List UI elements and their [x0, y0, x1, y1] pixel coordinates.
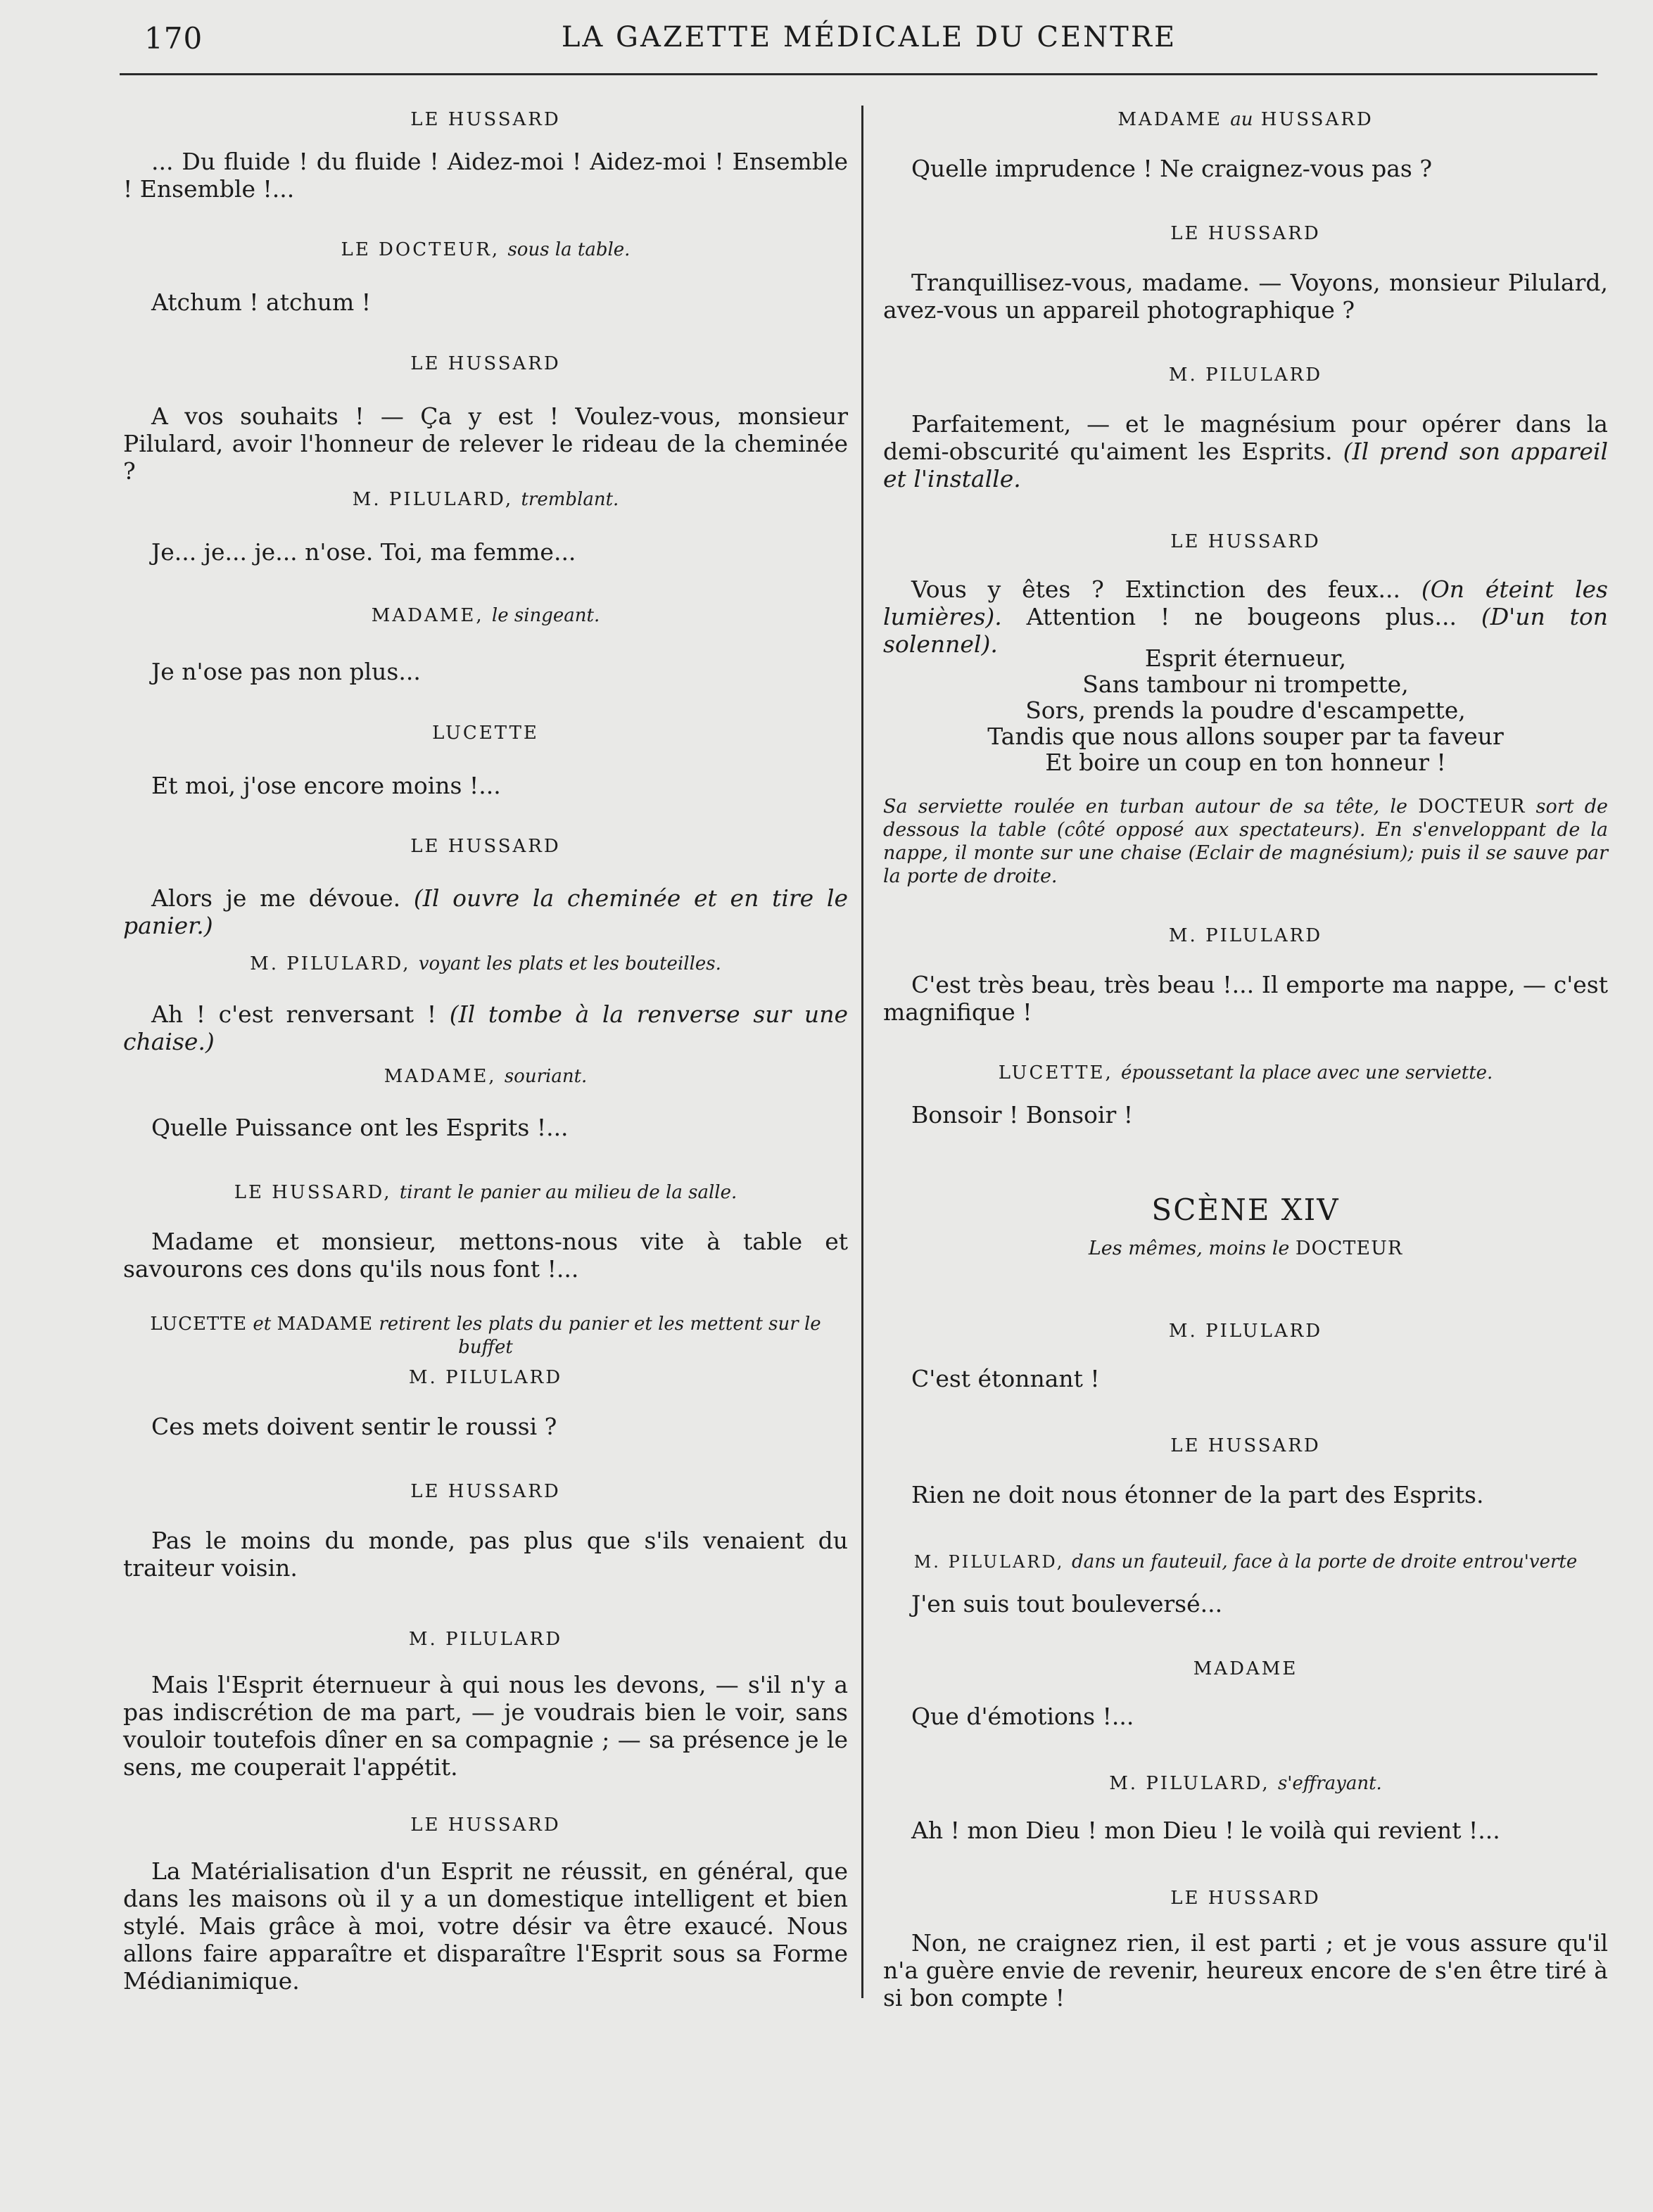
- dialogue-line: Rien ne doit nous étonner de la part des Esprits.: [911, 1481, 1484, 1508]
- incantation-verse: [883, 645, 1608, 775]
- running-title: LA GAZETTE MÉDICALE DU CENTRE: [561, 21, 1177, 53]
- speaker-heading: M. PILULARD, voyant les plats et les bouteilles.: [250, 953, 721, 974]
- stage-direction: Sa serviette roulée en turban autour de sa tête, le DOCTEUR sort de dessous la table (côté opposé aux spectateurs). En s'enveloppant de la nappe, il monte sur une chaise (Eclair de magnésium); puis il se sauve par la porte de droite.: [883, 796, 1609, 887]
- speaker-heading: LE HUSSARD: [1170, 1888, 1321, 1909]
- header-rule: [120, 73, 1597, 75]
- dialogue-line: Non, ne craignez rien, il est parti ; et je vous assure qu'il n'a guère envie de revenir, heureux encore de s'en être tiré à si bon compte !: [883, 1929, 1608, 2011]
- dialogue-line: C'est très beau, très beau !... Il emporte ma nappe, — c'est magnifique !: [883, 971, 1608, 1026]
- dialogue-line: Tranquillisez-vous, madame. — Voyons, monsieur Pilulard, avez-vous un appareil photographique ?: [883, 269, 1608, 324]
- scene-title: SCÈNE XIV: [1151, 1193, 1340, 1227]
- speaker-heading: M. PILULARD: [1168, 1321, 1323, 1342]
- dialogue-line: Que d'émotions !...: [911, 1703, 1134, 1730]
- speaker-heading: LE HUSSARD: [410, 1481, 561, 1502]
- speaker-heading: M. PILULARD: [1168, 364, 1323, 386]
- dialogue-line: Et moi, j'ose encore moins !...: [151, 772, 501, 799]
- speaker-heading: LUCETTE, époussetant la place avec une serviette.: [998, 1062, 1493, 1083]
- dialogue-line: La Matérialisation d'un Esprit ne réussit, en général, que dans les maisons où il y a un domestique intelligent et bien stylé. Mais grâce à moi, votre désir va être exaucé. Nous allons faire apparaître et disparaître l'Esprit sous sa Forme Médianimique.: [123, 1857, 848, 1995]
- dialogue-line: Ah ! mon Dieu ! mon Dieu ! le voilà qui revient !...: [911, 1817, 1500, 1844]
- dialogue-line: C'est étonnant !: [911, 1365, 1100, 1392]
- dialogue-line: Atchum ! atchum !: [151, 288, 372, 316]
- dialogue-line: Bonsoir ! Bonsoir !: [911, 1101, 1133, 1129]
- verse-line: Esprit éternueur,: [1144, 644, 1347, 672]
- dialogue-line: Je n'ose pas non plus...: [151, 658, 421, 685]
- speaker-heading: M. PILULARD, dans un fauteuil, face à la porte de droite entrou'verte: [913, 1551, 1578, 1572]
- speaker-heading: M. PILULARD: [408, 1629, 563, 1650]
- speaker-heading: LE HUSSARD: [410, 109, 561, 130]
- dialogue-line: Mais l'Esprit éternueur à qui nous les devons, — s'il n'y a pas indiscrétion de ma part, — je voudrais bien le voir, sans vouloir toutefois dîner en sa compagnie ; — sa présence je le sens, me couperait l'appétit.: [123, 1671, 848, 1781]
- dialogue-line: Pas le moins du monde, pas plus que s'ils venaient du traiteur voisin.: [123, 1527, 848, 1582]
- speaker-heading: LE HUSSARD: [1170, 531, 1321, 552]
- dialogue-line: Madame et monsieur, mettons-nous vite à table et savourons ces dons qu'ils nous font !...: [123, 1228, 848, 1283]
- dialogue-line: Ah ! c'est renversant ! (Il tombe à la renverse sur une chaise.): [123, 1000, 848, 1055]
- scene-subtitle: Les mêmes, moins le DOCTEUR: [1088, 1238, 1403, 1259]
- scene-heading: [883, 1193, 1608, 1261]
- speaker-heading: MADAME, souriant.: [384, 1066, 588, 1087]
- speaker-heading: MADAME au HUSSARD: [1117, 109, 1374, 130]
- speaker-heading: M. PILULARD: [1168, 925, 1323, 946]
- speaker-heading: LE HUSSARD: [410, 353, 561, 374]
- speaker-heading: M. PILULARD: [408, 1367, 563, 1388]
- dialogue-line: Je... je... je... n'ose. Toi, ma femme...: [151, 538, 576, 566]
- speaker-heading: LE HUSSARD: [1170, 1435, 1321, 1456]
- verse-line: Sans tambour ni trompette,: [1082, 670, 1409, 698]
- dialogue-line: Quelle imprudence ! Ne craignez-vous pas ?: [911, 155, 1433, 182]
- dialogue-line: ... Du fluide ! du fluide ! Aidez-moi ! Aidez-moi ! Ensemble ! Ensemble !...: [123, 148, 848, 203]
- dialogue-line: Quelle Puissance ont les Esprits !...: [151, 1114, 569, 1141]
- verse-line: Et boire un coup en ton honneur !: [1045, 749, 1446, 776]
- verse-line: Tandis que nous allons souper par ta faveur: [987, 723, 1504, 750]
- speaker-heading: LE DOCTEUR, sous la table.: [341, 239, 631, 260]
- speaker-heading: LE HUSSARD: [410, 1814, 561, 1836]
- stage-direction: LUCETTE et MADAME retirent les plats du panier et les mettent sur le buffet: [150, 1314, 821, 1358]
- speaker-heading: MADAME, le singeant.: [371, 605, 600, 626]
- speaker-heading: LE HUSSARD: [410, 836, 561, 857]
- dialogue-line: Alors je me dévoue. (Il ouvre la cheminée et en tire le panier.): [123, 884, 849, 939]
- dialogue-line: Parfaitement, — et le magnésium pour opérer dans la demi-obscurité qu'aiment les Esprits. (Il prend son appareil et l'installe.: [883, 410, 1608, 492]
- dialogue-line: Ces mets doivent sentir le roussi ?: [151, 1413, 557, 1440]
- dialogue-line: A vos souhaits ! — Ça y est ! Voulez-vous, monsieur Pilulard, avoir l'honneur de relever le rideau de la cheminée ?: [123, 402, 848, 485]
- page-number: 170: [144, 21, 203, 56]
- speaker-heading: MADAME: [1193, 1658, 1298, 1679]
- verse-line: Sors, prends la poudre d'escampette,: [1025, 697, 1466, 724]
- page-header: [144, 20, 1594, 69]
- dialogue-line: J'en suis tout bouleversé...: [911, 1590, 1223, 1617]
- column-divider: [861, 106, 863, 1998]
- speaker-heading: LE HUSSARD: [1170, 223, 1321, 244]
- dialogue-line: Vous y êtes ? Extinction des feux... (On éteint les lumières). Attention ! ne bougeons plus... (D'un ton solennel).: [883, 576, 1608, 658]
- speaker-heading: LUCETTE: [432, 723, 539, 744]
- speaker-heading: M. PILULARD, tremblant.: [352, 489, 619, 510]
- speaker-heading: LE HUSSARD, tirant le panier au milieu de la salle.: [234, 1182, 737, 1203]
- speaker-heading: M. PILULARD, s'effrayant.: [1109, 1773, 1382, 1794]
